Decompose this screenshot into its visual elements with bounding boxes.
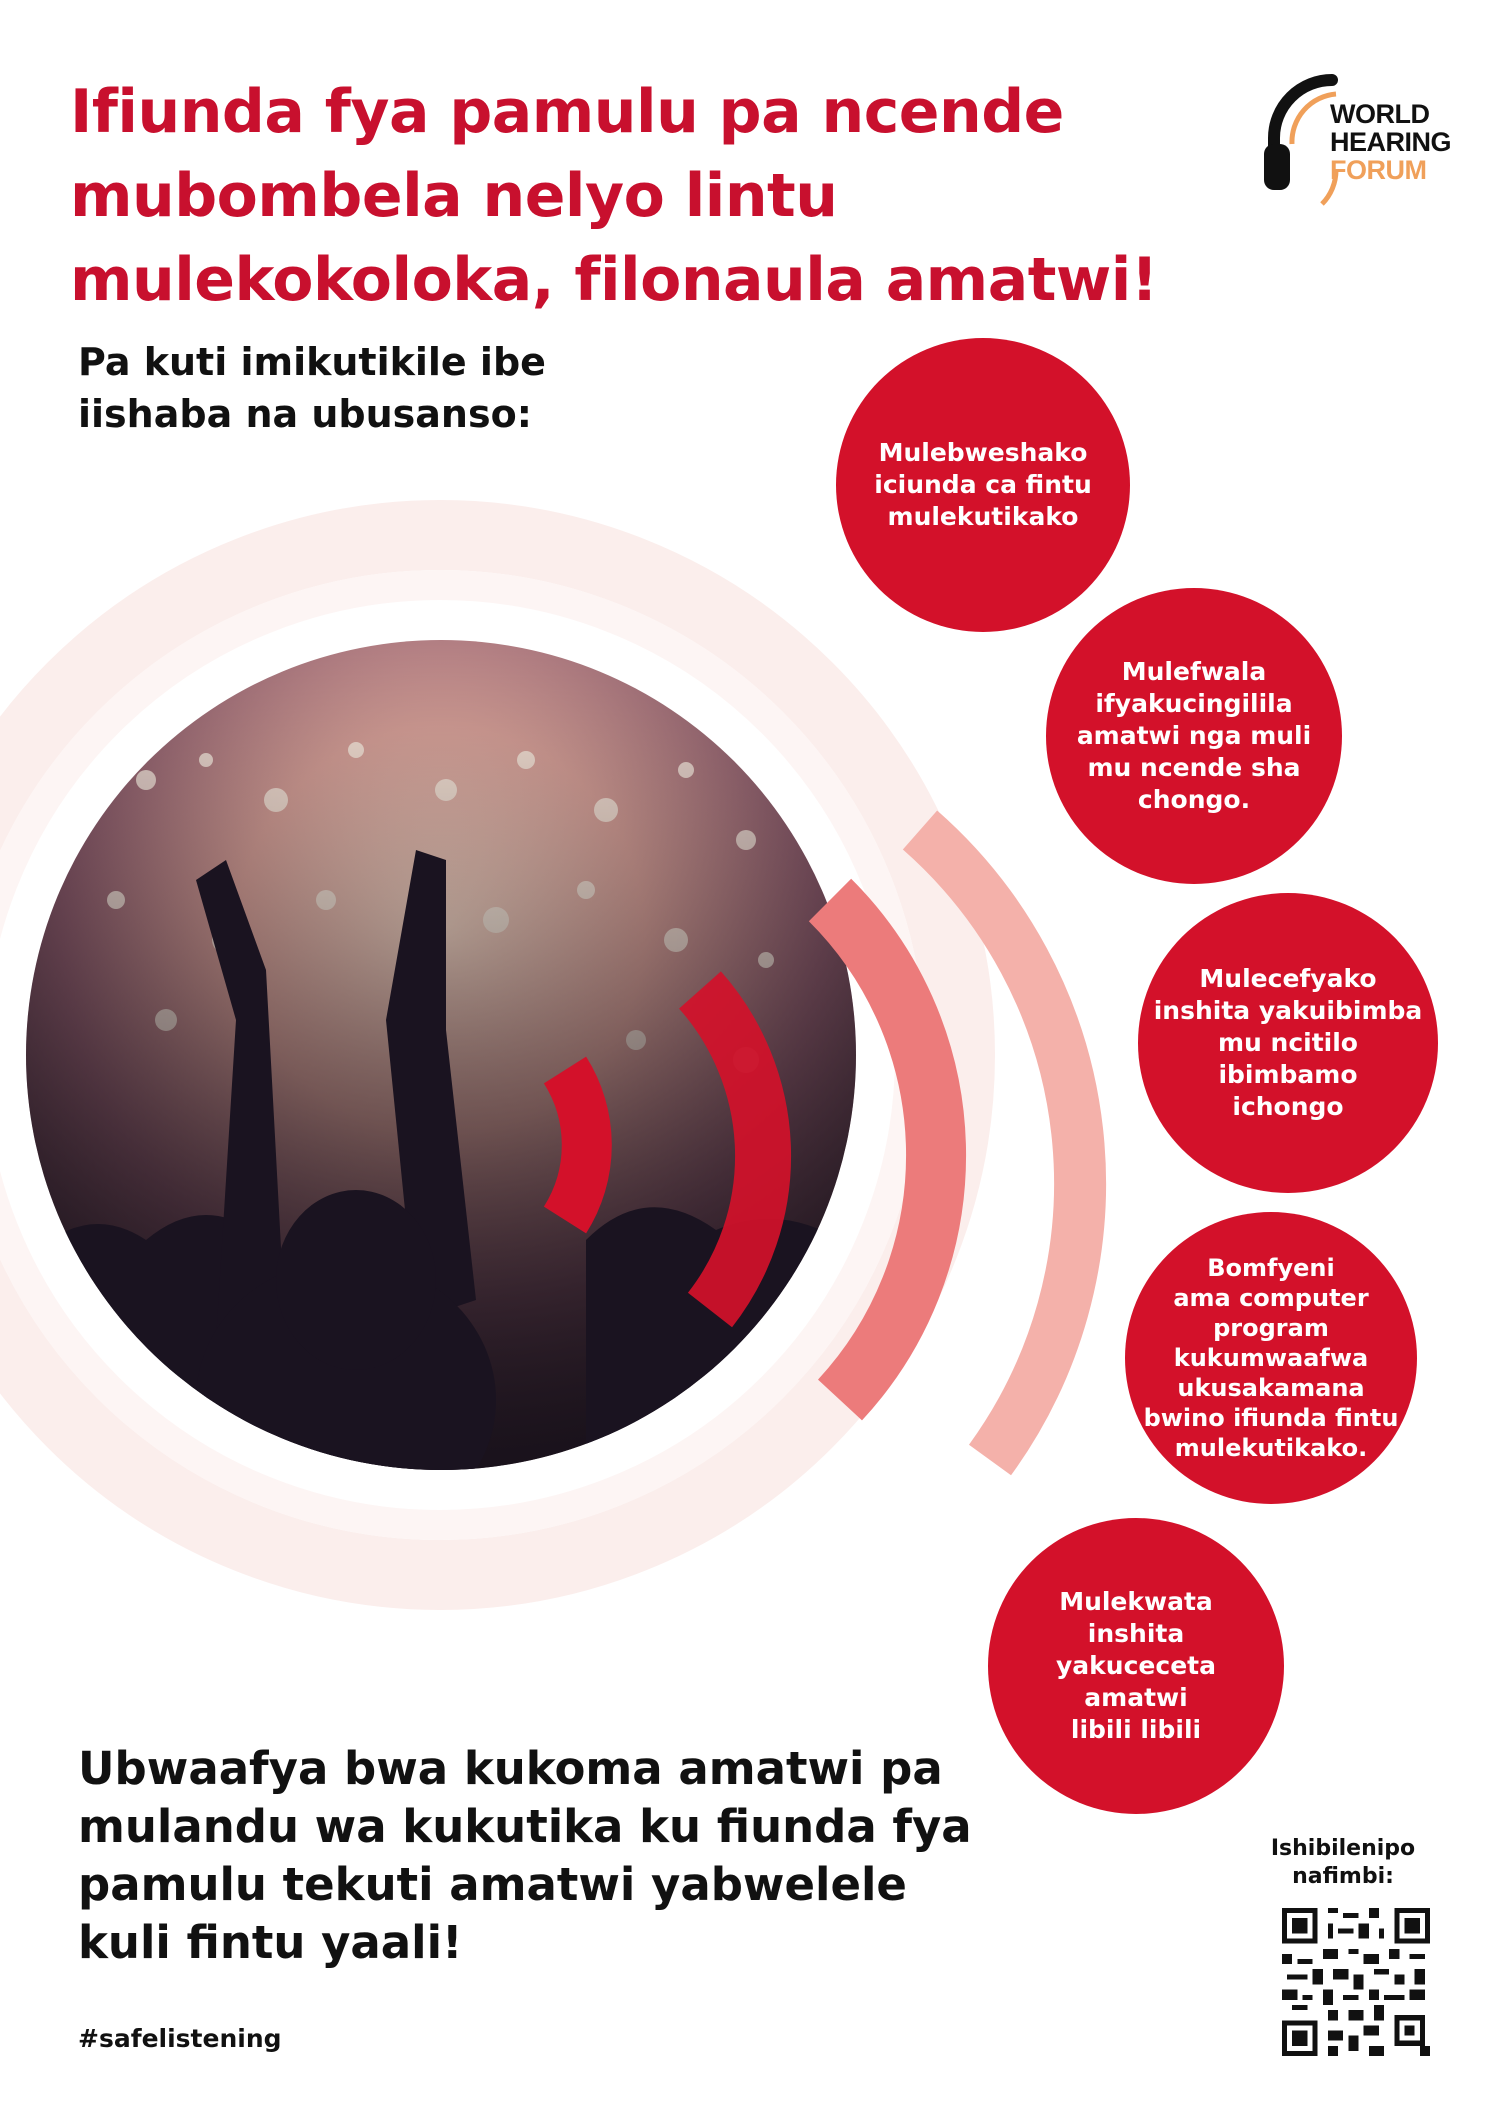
logo-word-world: WORLD bbox=[1330, 99, 1430, 129]
subtitle-line-2: iishaba na ubusanso: bbox=[78, 392, 532, 436]
logo-word-forum: FORUM bbox=[1330, 155, 1427, 185]
tip-bubble-2 bbox=[1046, 588, 1342, 884]
title-line-3: mulekokoloka, filonaula amatwi! bbox=[70, 245, 1158, 315]
tip-bubble-3 bbox=[1138, 893, 1438, 1193]
title-line-2: mubombela nelyo lintu bbox=[70, 161, 838, 231]
subtitle-line-1: Pa kuti imikutikile ibe bbox=[78, 340, 546, 384]
tip-bubble-1 bbox=[836, 338, 1130, 632]
qr-code-icon[interactable] bbox=[1282, 1908, 1430, 2056]
hashtag: #safelistening bbox=[78, 2024, 282, 2053]
bottom-line-2: mulandu wa kukutika ku fiunda fya bbox=[78, 1800, 972, 1853]
bottom-line-4: kuli fintu yaali! bbox=[78, 1916, 463, 1969]
tip-bubble-4 bbox=[1125, 1212, 1417, 1504]
tip-text-4: Bomfyeni ama computer program kukumwaafwa ukusakamana bwino ifiunda fintu mulekutikako. bbox=[1143, 1254, 1399, 1462]
bottom-warning-text bbox=[78, 1740, 972, 1972]
bottom-line-1: Ubwaafya bwa kukoma amatwi pa bbox=[78, 1742, 943, 1795]
title-line-1: Ifiunda fya pamulu pa ncende bbox=[70, 77, 1064, 147]
logo-word-hearing: HEARING bbox=[1330, 127, 1452, 157]
tip-text-1: Mulebweshako iciunda ca fintu mulekutikako bbox=[874, 438, 1092, 531]
tip-bubble-5 bbox=[988, 1518, 1284, 1814]
tip-text-5: Mulekwata inshita yakuceceta amatwi libili libili bbox=[1056, 1587, 1216, 1744]
tip-text-3: Mulecefyako inshita yakuibimba mu ncitilo ibimbamo ichongo bbox=[1153, 964, 1423, 1121]
bottom-line-3: pamulu tekuti amatwi yabwelele bbox=[78, 1858, 907, 1911]
tip-text-2: Mulefwala ifyakucingilila amatwi nga muli mu ncende sha chongo. bbox=[1076, 657, 1312, 814]
qr-label: Ishibilenipo nafimbi: bbox=[1270, 1836, 1416, 1889]
